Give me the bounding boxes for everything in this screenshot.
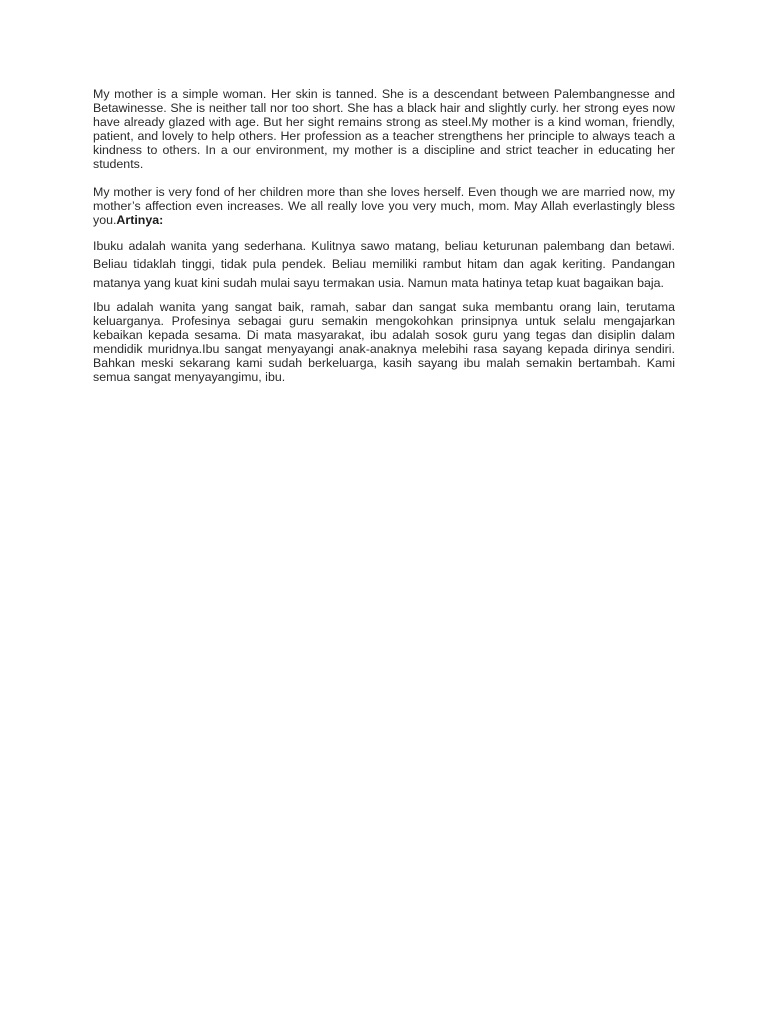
indonesian-paragraph-1-text: Ibuku adalah wanita yang sederhana. Kulitnya sawo matang, beliau keturunan palembang dan betawi. Beliau tidaklah tinggi, tidak pula pendek. Beliau memiliki rambut hitam dan agak keriting. Pandangan matanya yang kuat kini sudah mulai sayu termakan usia. Namun mata hatinya tetap kuat bagaikan baja. <box>93 239 675 290</box>
document-page <box>93 87 675 384</box>
english-paragraph-1-text: My mother is a simple woman. Her skin is tanned. She is a descendant between Palembangnesse and Betawinesse. She is neither tall nor too short. She has a black hair and slightly curly. her strong eyes now have already glazed with age. But her sight remains strong as steel.My mother is a kind woman, friendly, patient, and lovely to help others. Her profession as a teacher strengthens her principle to always teach a kindness to others. In a our environment, my mother is a discipline and strict teacher in educating her students. <box>93 87 675 171</box>
english-paragraph-1 <box>93 87 675 171</box>
translation-label: Artinya: <box>116 213 164 227</box>
indonesian-paragraph-2 <box>93 300 675 384</box>
indonesian-paragraph-2-text: Ibu adalah wanita yang sangat baik, ramah, sabar dan sangat suka membantu orang lain, terutama keluarganya. Profesinya sebagai guru semakin mengokohkan prinsipnya untuk selalu mengajarkan kebaikan kepada sesama. Di mata masyarakat, ibu adalah sosok guru yang tegas dan disiplin dalam mendidik muridnya.Ibu sangat menyayangi anak-anaknya melebihi rasa sayang kepada dirinya sendiri. Bahkan meski sekarang kami sudah berkeluarga, kasih sayang ibu malah semakin bertambah. Kami semua sangat menyayangimu, ibu. <box>93 299 675 384</box>
english-paragraph-2-text: My mother is very fond of her children more than she loves herself. Even though we are married now, my mother’s affection even increases. We all really love you very much, mom. May Allah everlastingly bless you. <box>93 185 675 227</box>
indonesian-paragraph-1 <box>93 237 675 292</box>
english-paragraph-2 <box>93 185 675 227</box>
